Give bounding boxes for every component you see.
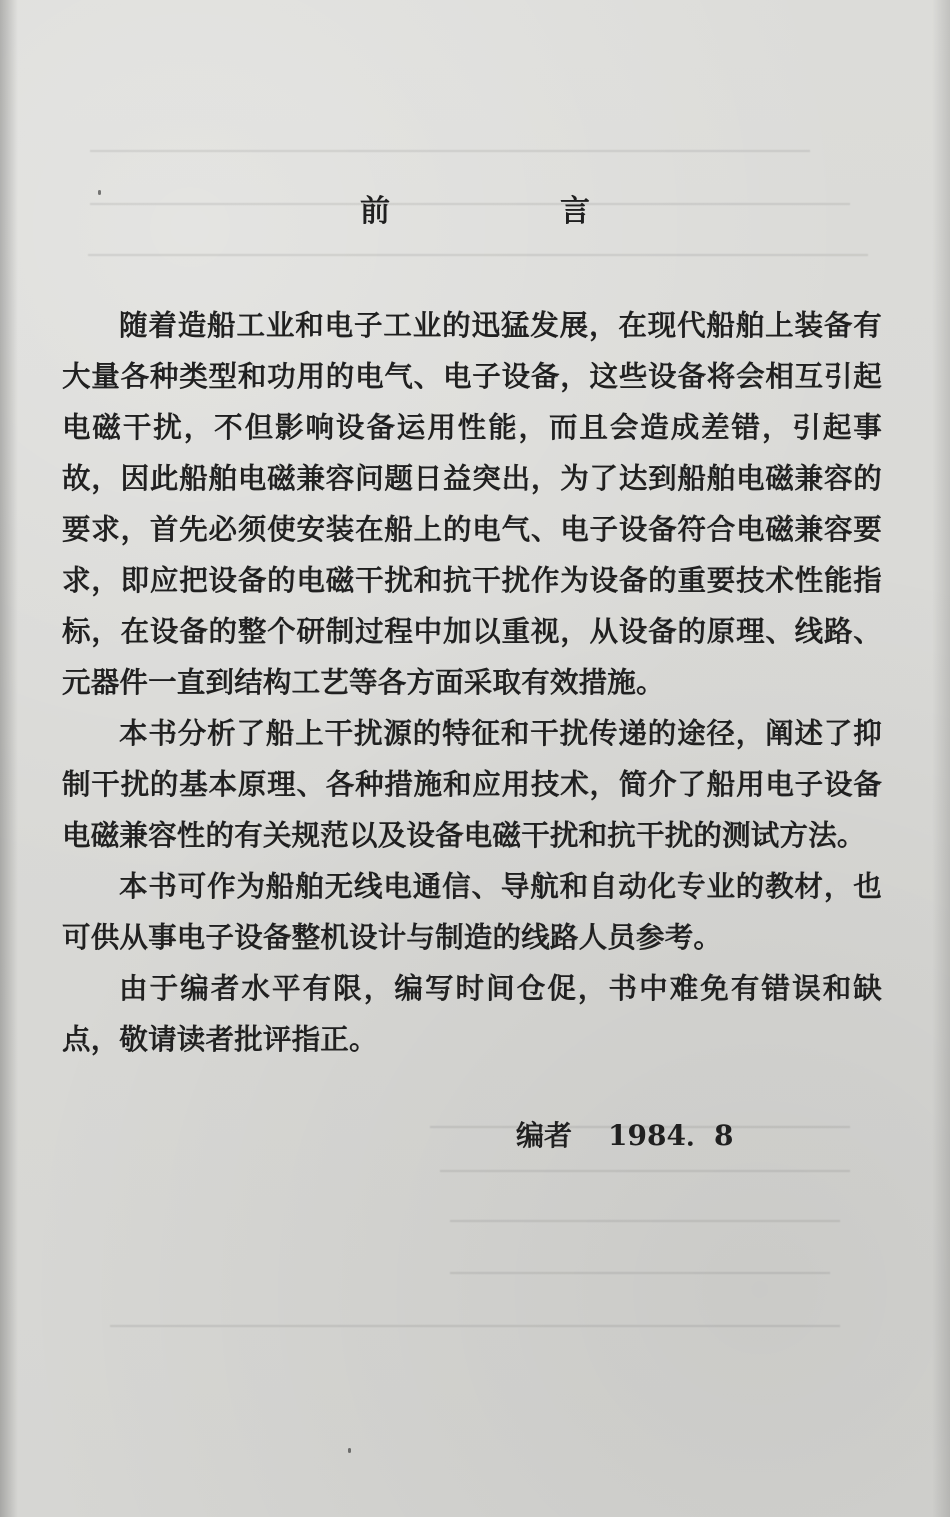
signature-date: 1984．8 [608,1119,734,1152]
preface-paragraph-4: 由于编者水平有限，编写时间仓促，书中难免有错误和缺点，敬请读者批评指正。 [62,971,882,1056]
signature-author: 编者 [516,1119,573,1152]
show-through-line [90,150,810,152]
ink-speck [98,190,101,195]
show-through-line [110,1325,840,1327]
right-edge-shadow [932,0,950,1517]
left-edge-shadow [0,0,18,1517]
heading-char-left: 前 [360,194,390,229]
preface-paragraph-1: 随着造船工业和电子工业的迅猛发展，在现代船舶上装备有大量各种类型和功用的电气、电子设备，这些设备将会相互引起电磁干扰，不但影响设备运用性能，而且会造成差错，引起事故，因此船舶电磁兼容问题日益突出，为了达到船舶电磁兼容的要求，首先必须使安装在船上的电气、电子设备符合电磁兼容要求，即应把设备的电磁干扰和抗干扰作为设备的重要技术性能指标，在设备的整个研制过程中加以重视，从设备的原理、线路、元器件一直到结构工艺等各方面采取有效措施。 [62,308,882,699]
ink-speck [348,1448,351,1453]
preface-paragraph-3: 本书可作为船舶无线电通信、导航和自动化专业的教材，也可供从事电子设备整机设计与制造的线路人员参考。 [62,869,882,954]
preface-body [62,300,882,1065]
show-through-line [440,1170,850,1172]
show-through-line [450,1220,840,1222]
signature-line [516,1114,733,1154]
show-through-line [88,254,868,256]
preface-heading [360,186,590,230]
preface-paragraph-2: 本书分析了船上干扰源的特征和干扰传递的途径，阐述了抑制干扰的基本原理、各种措施和应用技术，简介了船用电子设备电磁兼容性的有关规范以及设备电磁干扰和抗干扰的测试方法。 [62,716,882,852]
heading-char-right: 言 [560,194,590,229]
show-through-line [450,1272,830,1274]
